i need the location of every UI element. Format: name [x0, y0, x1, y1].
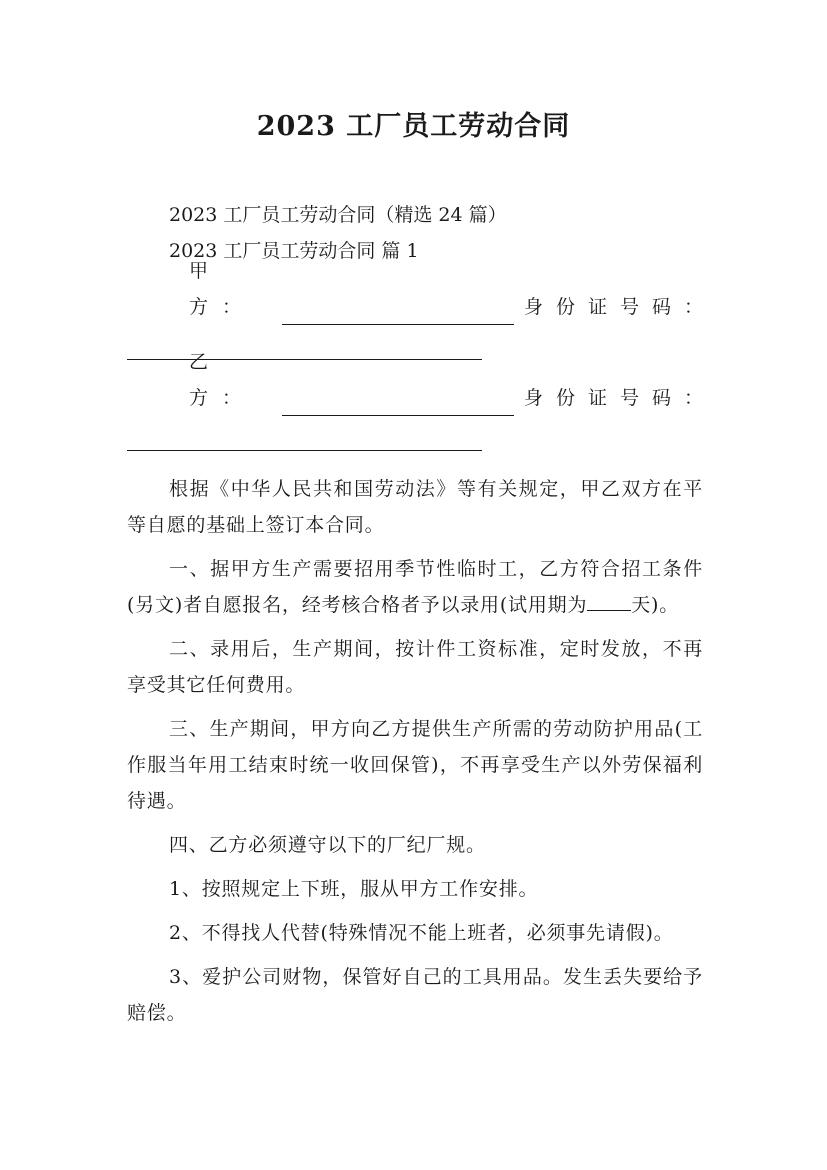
- paragraph-clause-1: [127, 551, 703, 623]
- paragraph-rule-2: 2、不得找人代替(特殊情况不能上班者，必须事先请假)。: [169, 922, 674, 944]
- party-a-row: [127, 260, 717, 325]
- document-body: [127, 197, 717, 1039]
- paragraph-clause-4: 四、乙方必须遵守以下的厂纪厂规。: [169, 834, 486, 856]
- party-b-id-label: 身份证号码：: [524, 387, 717, 409]
- clause-1-end: 天)。: [631, 594, 680, 616]
- party-b-name-blank[interactable]: [282, 389, 514, 416]
- paragraph-rule-3: 3、爱护公司财物，保管好自己的工具用品。发生丢失要给予赔偿。: [127, 966, 703, 1024]
- party-a-name-blank[interactable]: [282, 298, 514, 325]
- party-b-row: [127, 351, 717, 416]
- paragraph-intro: 根据《中华人民共和国劳动法》等有关规定，甲乙双方在平等自愿的基础上签订本合同。: [127, 478, 703, 536]
- probation-days-blank[interactable]: [587, 592, 631, 611]
- paragraph-rule-1: 1、按照规定上下班，服从甲方工作安排。: [169, 878, 539, 900]
- party-a-label: 甲方：: [189, 260, 256, 318]
- party-b-label: 乙方：: [189, 351, 256, 409]
- section-heading: 2023 工厂员工劳动合同 篇 1: [169, 240, 419, 262]
- party-a-id-label: 身份证号码：: [524, 296, 717, 318]
- clause-1-text: 一、据甲方生产需要招用季节性临时工，乙方符合招工条件(另文)者自愿报名，经考核合格者予以录用(试用期为: [127, 558, 703, 616]
- document-title: 2023 工厂员工劳动合同: [256, 111, 571, 142]
- paragraph-clause-2: 二、录用后，生产期间，按计件工资标准，定时发放，不再享受其它任何费用。: [127, 638, 703, 696]
- party-b-id-blank[interactable]: [127, 416, 482, 451]
- paragraph-clause-3: 三、生产期间，甲方向乙方提供生产所需的劳动防护用品(工作服当年用工结束时统一收回保管)，不再享受生产以外劳保福利待遇。: [127, 718, 703, 812]
- subtitle: 2023 工厂员工劳动合同（精选 24 篇）: [169, 204, 507, 226]
